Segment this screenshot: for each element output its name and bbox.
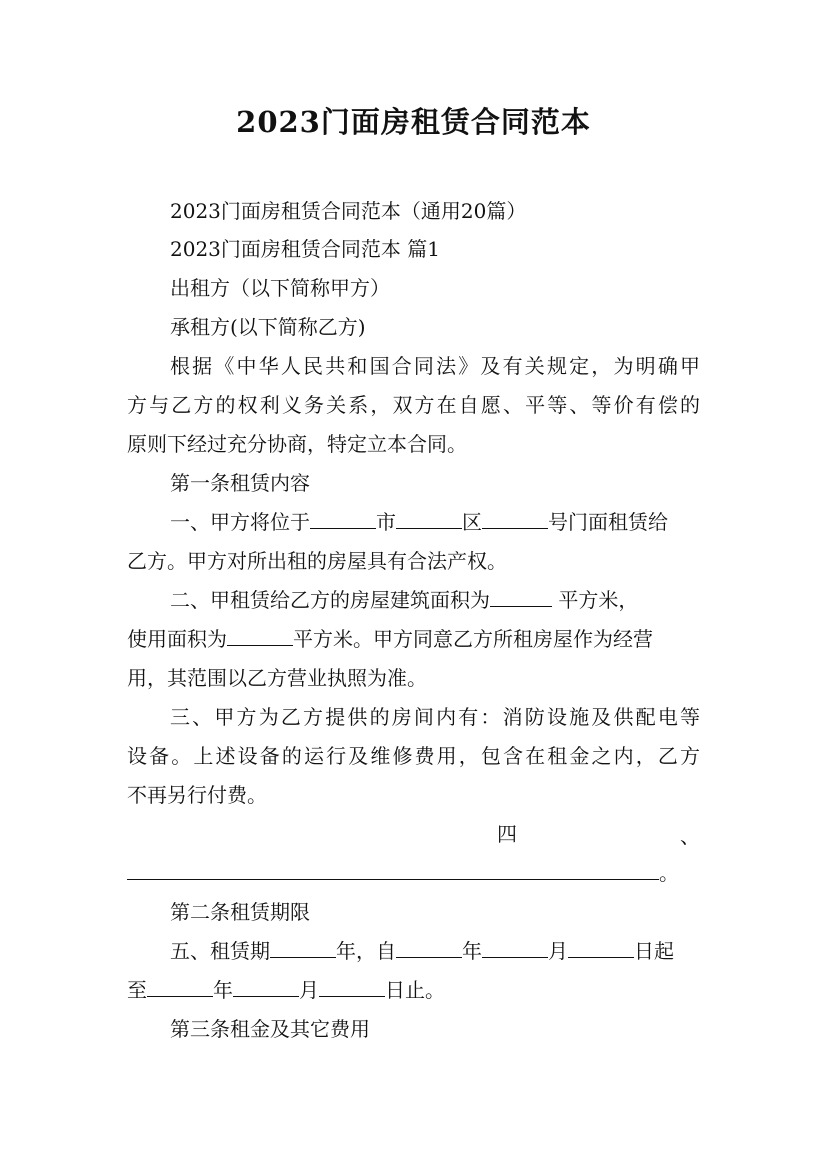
lessor-line: 出租方（以下简称甲方） [170,276,390,300]
clause-2-text-b: 平方米， [558,588,639,612]
clause-5-text-f: 至 [127,978,147,1002]
start-day-blank[interactable] [568,939,634,958]
clause-1-text-c: 区 [462,510,482,534]
article-3-heading: 第三条租金及其它费用 [170,1017,370,1041]
clause-2-line-2 [127,625,653,653]
building-area-blank[interactable] [490,588,552,607]
clause-4-blank[interactable] [127,861,659,880]
clause-5-text-i: 日止。 [385,978,445,1002]
clause-4-separator: 、 [680,824,700,848]
clause-2-line-3: 用，其范围以乙方营业执照为准。 [127,666,427,690]
district-blank[interactable] [396,510,462,529]
clause-4-number: 四 [497,822,517,846]
clause-5-line-2 [127,976,445,1004]
clause-4-line-2 [127,859,679,887]
end-year-blank[interactable] [147,978,213,997]
clause-5-text-e: 日起 [634,939,674,963]
clause-5-text-d: 月 [548,939,568,963]
start-month-blank[interactable] [482,939,548,958]
intro-line-1: 根据《中华人民共和国合同法》及有关规定，为明确甲 [170,354,700,378]
lease-years-blank[interactable] [270,939,336,958]
clause-4-end: 。 [659,861,679,885]
end-month-blank[interactable] [233,978,299,997]
clause-1-text-d: 号门面租赁给 [548,510,668,534]
clause-1-text-a: 一、甲方将位于 [170,510,310,534]
clause-3-line-2: 设备。上述设备的运行及维修费用，包含在租金之内，乙方 [127,744,700,768]
clause-5-text-c: 年 [462,939,482,963]
article-1-heading: 第一条租赁内容 [170,471,310,495]
intro-line-3: 原则下经过充分协商，特定立本合同。 [127,432,467,456]
clause-5-text-g: 年 [213,978,233,1002]
document-title: 2023门面房租赁合同范本 [236,105,591,139]
clause-2-text-d: 平方米。甲方同意乙方所租房屋作为经营 [293,627,653,651]
clause-1-line-1 [170,508,668,536]
clause-2-text-c: 使用面积为 [127,627,227,651]
end-day-blank[interactable] [319,978,385,997]
usable-area-blank[interactable] [227,627,293,646]
clause-5-line-1 [170,937,674,965]
clause-1-line-2: 乙方。甲方对所出租的房屋具有合法产权。 [127,549,507,573]
article-2-heading: 第二条租赁期限 [170,900,310,924]
lessee-line: 承租方(以下简称乙方) [170,315,366,339]
clause-3-line-3: 不再另行付费。 [127,783,267,807]
document-subtitle: 2023门面房租赁合同范本（通用20篇） [170,199,527,223]
intro-line-2: 方与乙方的权利义务关系，双方在自愿、平等、等价有偿的 [127,393,700,417]
clause-1-text-b: 市 [376,510,396,534]
section-heading: 2023门面房租赁合同范本 篇1 [170,237,440,261]
number-blank[interactable] [482,510,548,529]
clause-2-text-a: 二、甲租赁给乙方的房屋建筑面积为 [170,588,490,612]
clause-2-line-1 [170,586,638,614]
clause-5-text-h: 月 [299,978,319,1002]
start-year-blank[interactable] [396,939,462,958]
city-blank[interactable] [310,510,376,529]
clause-5-text-a: 五、租赁期 [170,939,270,963]
clause-3-line-1: 三、甲方为乙方提供的房间内有：消防设施及供配电等 [170,705,700,729]
clause-5-text-b: 年，自 [336,939,396,963]
